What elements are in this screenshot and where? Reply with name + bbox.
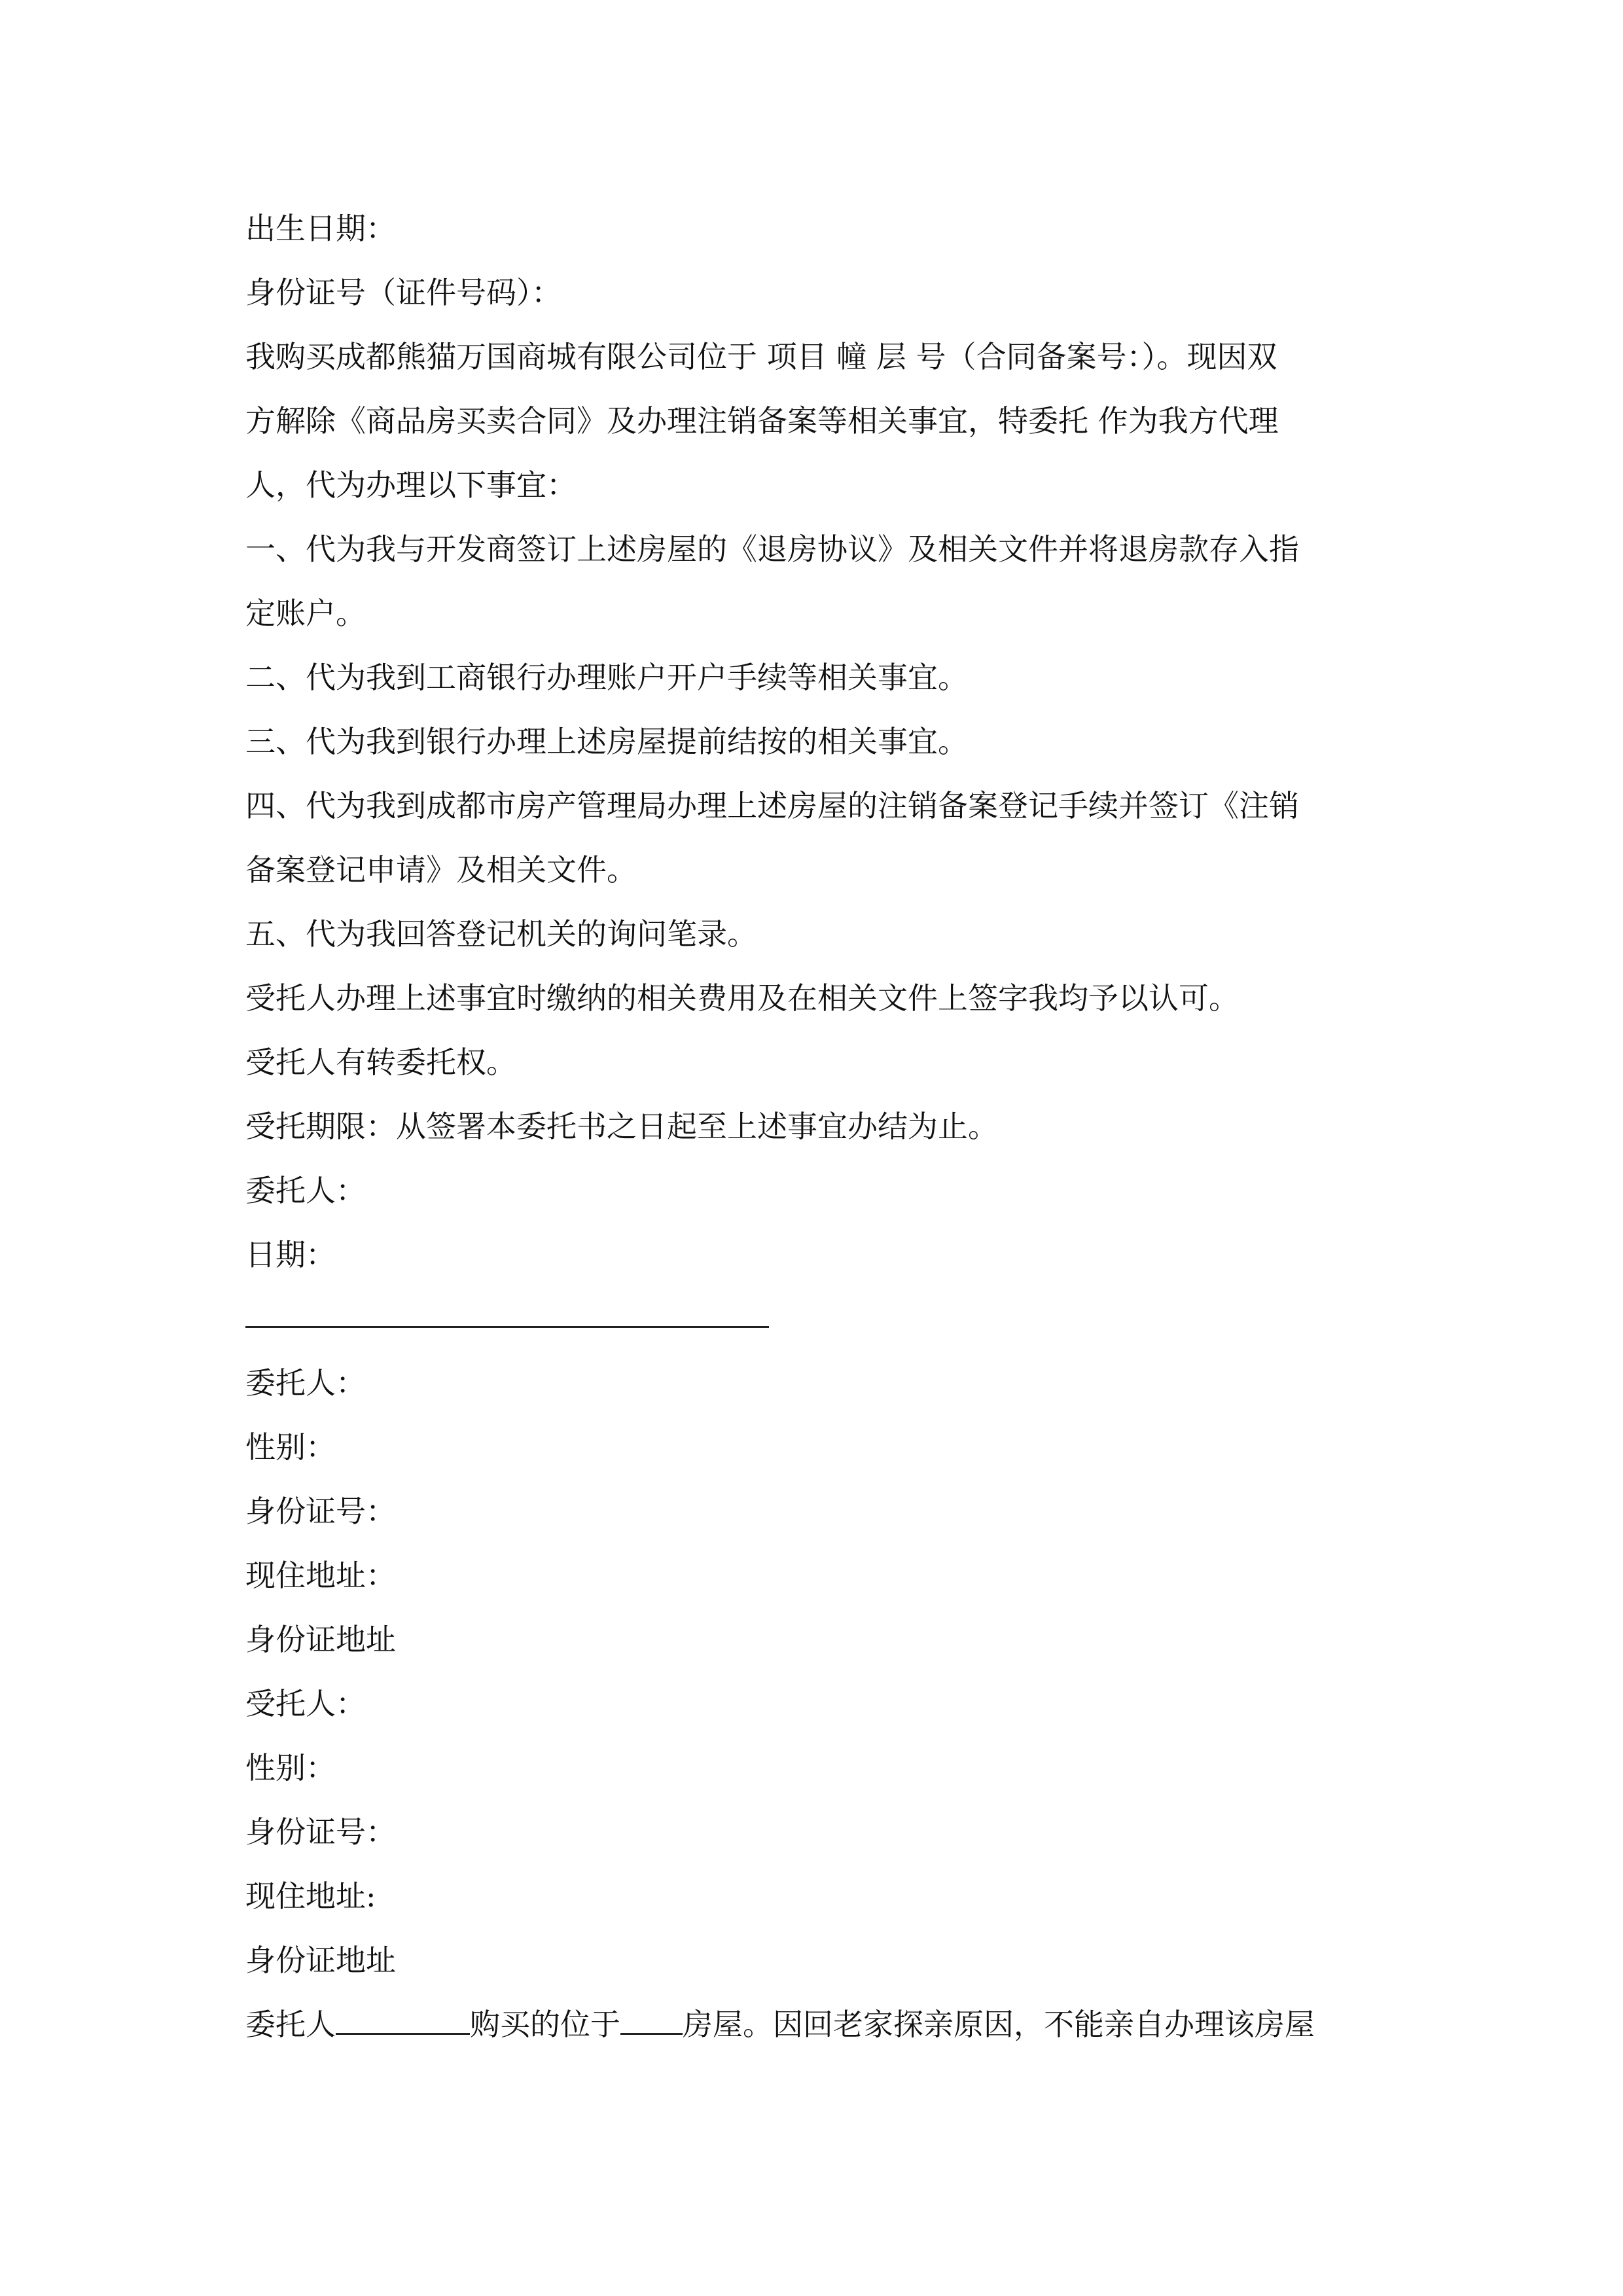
name-blank bbox=[336, 2007, 470, 2035]
document-body bbox=[245, 196, 1384, 2056]
term-line: 受托期限：从签署本委托书之日起至上述事宜办结为止。 bbox=[245, 1109, 998, 1144]
location-blank bbox=[620, 2007, 683, 2035]
birth-date-line: 出生日期： bbox=[245, 211, 396, 246]
principal-signature-line: 委托人： bbox=[245, 1173, 366, 1208]
gender-line: 性别： bbox=[245, 1429, 336, 1465]
item-four-line: 四、代为我到成都市房产管理局办理上述房屋的注销备案登记手续并签订《注销 bbox=[245, 788, 1299, 823]
item-one-line: 定账户。 bbox=[245, 596, 366, 631]
principal-line: 委托人： bbox=[245, 1365, 366, 1401]
date-line: 日期： bbox=[245, 1237, 336, 1272]
closing-text-part-3: 房屋。因回老家探亲原因，不能亲自办理该房屋 bbox=[683, 2007, 1315, 2042]
item-three-line: 三、代为我到银行办理上述房屋提前结按的相关事宜。 bbox=[245, 724, 968, 759]
id-number-line: 身份证号： bbox=[245, 1814, 396, 1850]
id-number-line: 身份证号： bbox=[245, 1494, 396, 1529]
item-one-line: 一、代为我与开发商签订上述房屋的《退房协议》及相关文件并将退房款存入指 bbox=[245, 531, 1299, 567]
separator-rule bbox=[245, 1287, 1384, 1351]
id-number-line: 身份证号（证件号码）： bbox=[245, 275, 562, 310]
id-address-line: 身份证地址 bbox=[245, 1622, 396, 1657]
paragraph-line: 方解除《商品房买卖合同》及办理注销备案等相关事宜，特委托 作为我方代理 bbox=[245, 403, 1279, 439]
id-address-line: 身份证地址 bbox=[245, 1943, 396, 1978]
closing-paragraph-line bbox=[245, 1992, 1384, 2056]
paragraph-line: 人，代为办理以下事宜： bbox=[245, 467, 577, 503]
fees-line: 受托人办理上述事宜时缴纳的相关费用及在相关文件上签字我均予以认可。 bbox=[245, 980, 1239, 1016]
gender-line: 性别： bbox=[245, 1750, 336, 1785]
item-five-line: 五、代为我回答登记机关的询问笔录。 bbox=[245, 916, 757, 952]
item-four-line: 备案登记申请》及相关文件。 bbox=[245, 852, 637, 888]
sub-delegation-line: 受托人有转委托权。 bbox=[245, 1045, 516, 1080]
current-address-line: 现住地址: bbox=[245, 1878, 376, 1914]
closing-text-part-2: 购买的位于 bbox=[470, 2007, 620, 2042]
agent-line: 受托人： bbox=[245, 1686, 366, 1721]
item-two-line: 二、代为我到工商银行办理账户开户手续等相关事宜。 bbox=[245, 660, 968, 695]
current-address-line: 现住地址： bbox=[245, 1558, 396, 1593]
closing-text-part-1: 委托人 bbox=[245, 2007, 336, 2042]
paragraph-line: 我购买成都熊猫万国商城有限公司位于 项目 幢 层 号（合同备案号：）。现因双 bbox=[245, 339, 1277, 374]
